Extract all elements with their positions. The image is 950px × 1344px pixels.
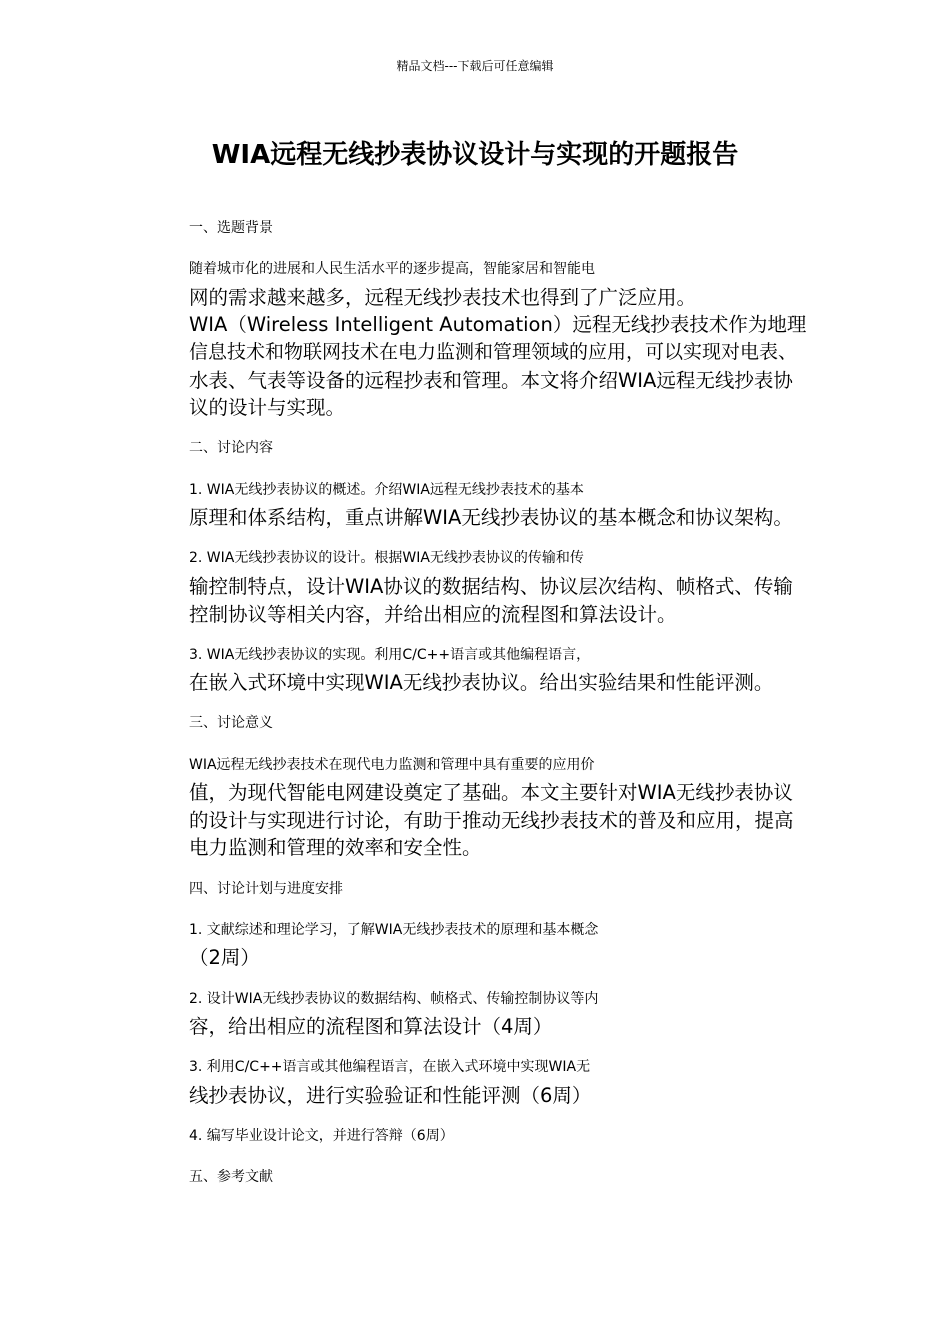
text-line: 3. 利用C/C++语言或其他编程语言，在嵌入式环境中实现WIA无 [189,1059,591,1076]
text-line: 的设计与实现进行讨论，有助于推动无线抄表技术的普及和应用，提高 [189,808,794,832]
paragraph [144,1164,806,1192]
text-line: 原理和体系结构，重点讲解WIA无线抄表协议的基本概念和协议架构。 [189,506,793,530]
text-line: 1. WIA无线抄表协议的概述。介绍WIA远程无线抄表技术的基本 [189,481,584,498]
paragraph [144,986,806,1041]
paragraph [144,917,806,972]
paragraph [144,545,806,628]
text-line: 二、讨论内容 [189,440,273,457]
paragraph [144,1054,806,1109]
text-line: 容，给出相应的流程图和算法设计（4周） [189,1015,553,1039]
text-line: 信息技术和物联网技术在电力监测和管理领域的应用，可以实现对电表、 [189,340,798,363]
header-note: 精品文档---下载后可任意编辑 [396,59,554,73]
text-line: 在嵌入式环境中实现WIA无线抄表协议。给出实验结果和性能评测。 [189,671,774,695]
text-line: 议的设计与实现。 [189,396,346,420]
paragraph [144,477,806,532]
text-line: WIA远程无线抄表技术在现代电力监测和管理中具有重要的应用价 [189,756,595,773]
text-line: 随着城市化的进展和人民生活水平的逐步提高，智能家居和智能电 [189,261,595,278]
paragraph [144,876,806,904]
paragraph [144,642,806,697]
text-line: 输控制特点，设计WIA协议的数据结构、协议层次结构、帧格式、传输 [189,574,793,598]
paragraph [144,256,806,422]
text-line: 1. 文献综述和理论学习，了解WIA无线抄表技术的原理和基本概念 [189,921,599,938]
text-line: 三、讨论意义 [189,715,273,732]
paragraph [144,435,806,463]
text-line: 控制协议等相关内容，并给出相应的流程图和算法设计。 [189,602,677,626]
text-line: WIA（Wireless Intelligent Automation）远程无线抄表技术作为地理 [189,313,807,337]
text-line: （2周） [189,946,260,970]
text-line: 2. WIA无线抄表协议的设计。根据WIA无线抄表协议的传输和传 [189,550,584,567]
paragraph [144,215,806,243]
paragraph [144,1123,806,1151]
text-line: 水表、气表等设备的远程抄表和管理。本文将介绍WIA远程无线抄表协 [189,368,793,392]
paragraph [144,752,806,862]
text-line: 网的需求越来越多，远程无线抄表技术也得到了广泛应用。 [189,285,697,309]
text-line: 3. WIA无线抄表协议的实现。利用C/C++语言或其他编程语言， [189,646,591,663]
text-line: 一、选题背景 [189,220,273,236]
document-title: WIA远程无线抄表协议设计与实现的开题报告 [211,140,739,170]
text-line: 2. 设计WIA无线抄表协议的数据结构、帧格式、传输控制协议等内 [189,990,599,1007]
text-line: 线抄表协议，进行实验验证和性能评测（6周） [189,1083,592,1107]
text-line: 4. 编写毕业设计论文，并进行答辩（6周） [189,1128,454,1145]
text-line: 值，为现代智能电网建设奠定了基础。本文主要针对WIA无线抄表协议 [189,781,793,805]
document-body [144,215,806,1206]
paragraph [144,710,806,738]
text-line: 电力监测和管理的效率和安全性。 [189,836,482,860]
text-line: 五、参考文献 [189,1169,273,1186]
text-line: 四、讨论计划与进度安排 [189,880,343,897]
